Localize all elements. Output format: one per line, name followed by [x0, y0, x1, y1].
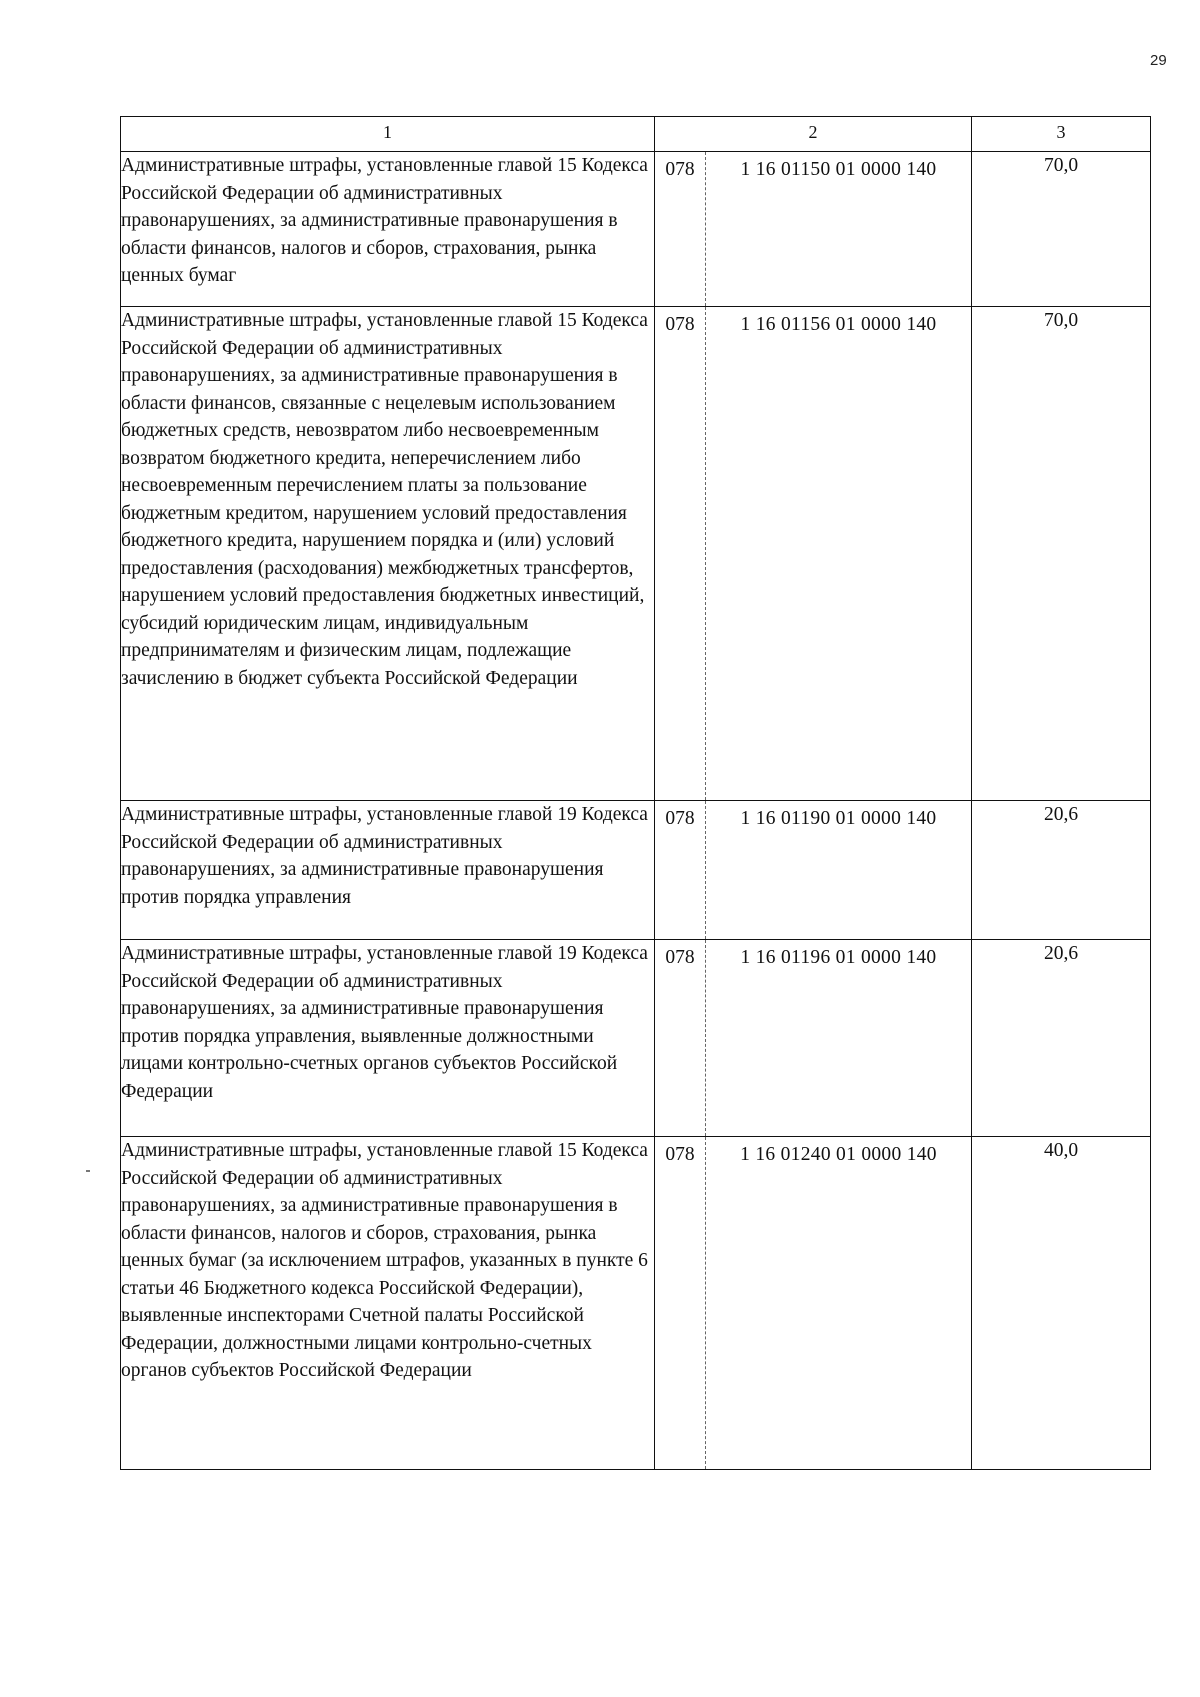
table-row — [121, 152, 1151, 307]
scan-artifact — [86, 1170, 90, 1172]
description-cell: Административные штрафы, установленные главой 19 Кодекса Российской Федерации об административных правонарушениях, за административные правонарушения против порядка управления, выявленные должностными лицами контрольно-счетных органов субъектов Российской Федерации — [121, 940, 655, 1137]
code-cell — [655, 307, 972, 801]
kbk-code: 1 16 01190 01 0000 140 — [740, 808, 937, 829]
admin-code: 078 — [655, 307, 706, 800]
table-row — [121, 801, 1151, 940]
kbk-code: 1 16 01196 01 0000 140 — [740, 947, 937, 968]
code-cell — [655, 1137, 972, 1470]
admin-code: 078 — [655, 1137, 706, 1469]
code-cell — [655, 801, 972, 940]
table-row — [121, 1137, 1151, 1470]
code-cell — [655, 152, 972, 307]
amount-cell: 40,0 — [972, 1137, 1151, 1470]
column-header-3: 3 — [972, 117, 1151, 152]
kbk-code: 1 16 01156 01 0000 140 — [740, 314, 937, 335]
column-header-1: 1 — [121, 117, 655, 152]
revenue-table — [120, 116, 1151, 1470]
table-header-row — [121, 117, 1151, 152]
table-row — [121, 940, 1151, 1137]
amount-cell: 70,0 — [972, 307, 1151, 801]
description-cell: Административные штрафы, установленные главой 15 Кодекса Российской Федерации об административных правонарушениях, за административные правонарушения в области финансов, связанные с нецелевым использованием бюджетных средств, невозвратом либо несвоевременным возвратом бюджетного кредита, неперечислением либо несвоевременным перечислением платы за пользование бюджетным кредитом, нарушением условий предоставления бюджетного кредита, нарушением порядка и (или) условий предоставления (расходования) межбюджетных трансфертов, нарушением условий предоставления бюджетных инвестиций, субсидий юридическим лицам, индивидуальным предпринимателям и физическим лицам, подлежащие зачислению в бюджет субъекта Российской Федерации — [121, 307, 655, 801]
page-number: 29 — [1150, 52, 1167, 69]
admin-code: 078 — [655, 801, 706, 939]
kbk-code: 1 16 01150 01 0000 140 — [740, 159, 937, 180]
table-row — [121, 307, 1151, 801]
code-cell — [655, 940, 972, 1137]
description-cell: Административные штрафы, установленные главой 15 Кодекса Российской Федерации об административных правонарушениях, за административные правонарушения в области финансов, налогов и сборов, страхования, рынка ценных бумаг (за исключением штрафов, указанных в пункте 6 статьи 46 Бюджетного кодекса Российской Федерации), выявленные инспекторами Счетной палаты Российской Федерации, должностными лицами контрольно-счетных органов субъектов Российской Федерации — [121, 1137, 655, 1470]
admin-code: 078 — [655, 940, 706, 1136]
amount-cell: 20,6 — [972, 940, 1151, 1137]
kbk-code: 1 16 01240 01 0000 140 — [740, 1144, 937, 1165]
description-cell: Административные штрафы, установленные главой 19 Кодекса Российской Федерации об административных правонарушениях, за административные правонарушения против порядка управления — [121, 801, 655, 940]
description-cell: Административные штрафы, установленные главой 15 Кодекса Российской Федерации об административных правонарушениях, за административные правонарушения в области финансов, налогов и сборов, страхования, рынка ценных бумаг — [121, 152, 655, 307]
column-header-2: 2 — [655, 117, 972, 152]
amount-cell: 70,0 — [972, 152, 1151, 307]
admin-code: 078 — [655, 152, 706, 306]
amount-cell: 20,6 — [972, 801, 1151, 940]
